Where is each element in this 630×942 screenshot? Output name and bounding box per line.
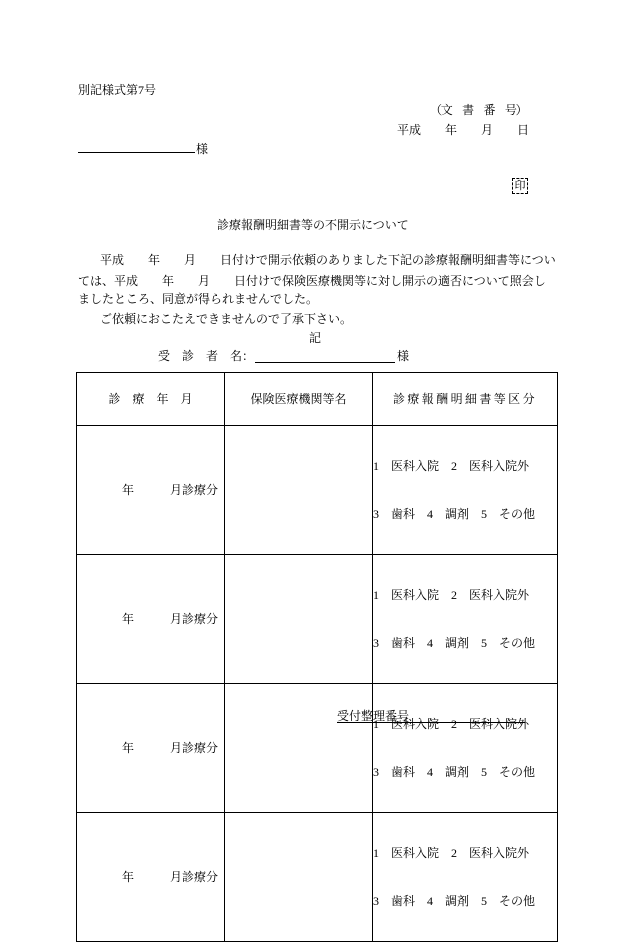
- category-cell: [373, 426, 558, 555]
- category-line: 3 歯科 4 調剤 5 その他: [373, 765, 536, 779]
- table-row: [77, 426, 558, 555]
- category-line: 3 歯科 4 調剤 5 その他: [373, 507, 536, 521]
- period-cell: [77, 426, 225, 555]
- body-line-1: 平成 年 月 日付けで開示依頼のありました下記の診療報酬明細書等につい: [100, 253, 556, 267]
- table-row: [77, 813, 558, 942]
- addressee-blank-line: [78, 152, 195, 153]
- period-year-label: 年: [122, 483, 135, 497]
- category-line: 1 医科入院 2 医科入院外: [373, 846, 530, 860]
- table-row: [77, 684, 558, 813]
- period-month-label: 月診療分: [170, 483, 219, 497]
- body-line-3: ましたところ、同意が得られませんでした。: [78, 292, 319, 306]
- detail-table: [76, 372, 558, 942]
- patient-name-blank-line: [255, 362, 395, 363]
- period-month-label: 月診療分: [170, 612, 219, 626]
- period-year-label: 年: [122, 612, 135, 626]
- period-cell: [77, 684, 225, 813]
- patient-name-label: 受 診 者 名：: [158, 349, 255, 363]
- institution-cell: [225, 684, 373, 813]
- table-header-row: [77, 373, 558, 426]
- document-number: （文 書 番 号）: [430, 103, 527, 117]
- header-institution-name: 保険医療機関等名: [225, 373, 373, 426]
- category-line: 1 医科入院 2 医科入院外: [373, 459, 530, 473]
- receipt-number-label: 受付整理番号: [337, 709, 410, 723]
- form-number: 別記様式第7号: [78, 83, 157, 97]
- seal-mark: 印: [512, 178, 528, 194]
- period-cell: [77, 813, 225, 942]
- header-treatment-period: 診 療 年 月: [77, 373, 225, 426]
- header-statement-category-label: 診療報酬明細書等区分: [392, 392, 537, 406]
- category-line: 3 歯科 4 調剤 5 その他: [373, 894, 536, 908]
- date-line: 平成 年 月 日: [397, 123, 530, 137]
- category-line: 3 歯科 4 調剤 5 その他: [373, 636, 536, 650]
- category-cell: [373, 684, 558, 813]
- institution-cell: [225, 813, 373, 942]
- period-year-label: 年: [122, 870, 135, 884]
- institution-cell: [225, 555, 373, 684]
- document-title: 診療報酬明細書等の不開示について: [217, 218, 409, 232]
- category-line: 1 医科入院 2 医科入院外: [373, 588, 530, 602]
- body-line-4: ご依頼におこたえできませんので了承下さい。: [100, 312, 353, 326]
- receipt-number-blank-line: [337, 722, 525, 723]
- addressee-suffix: 様: [196, 142, 209, 156]
- period-year-label: 年: [122, 741, 135, 755]
- category-cell: [373, 555, 558, 684]
- patient-name-suffix: 様: [397, 349, 410, 363]
- period-cell: [77, 555, 225, 684]
- body-line-2: ては、平成 年 月 日付けで保険医療機関等に対し開示の適否について照会し: [78, 274, 546, 288]
- institution-cell: [225, 426, 373, 555]
- category-cell: [373, 813, 558, 942]
- period-month-label: 月診療分: [170, 741, 219, 755]
- record-heading: 記: [309, 331, 322, 345]
- header-statement-category: [373, 373, 558, 426]
- category-line: 1 医科入院 2 医科入院外: [373, 717, 530, 731]
- period-month-label: 月診療分: [170, 870, 219, 884]
- table-row: [77, 555, 558, 684]
